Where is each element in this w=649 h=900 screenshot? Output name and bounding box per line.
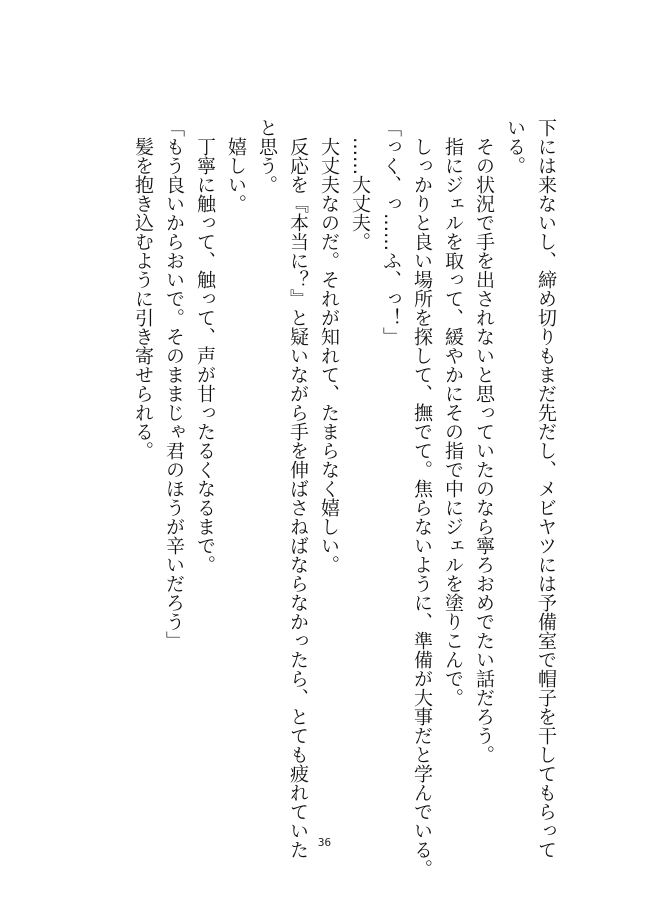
text-line: 髪を抱き込むように引き寄せられる。	[132, 118, 154, 460]
text-line: 「もう良いからおいで。そのままじゃ君のほうが辛いだろう」	[163, 118, 185, 650]
text-line: その状況で手を出されないと思っていたのなら寧ろおめでたい話だろう。	[473, 118, 495, 764]
text-line: いる。	[504, 118, 526, 175]
text-line: と思う。	[256, 118, 278, 194]
text-line: 「っく、っ……ふ、っ！」	[380, 118, 402, 346]
text-line: 丁寧に触って、触って、声が甘ったるくなるまで。	[194, 118, 216, 574]
page-number: 36	[317, 836, 332, 849]
text-line: 指にジェルを取って、緩やかにその指で中にジェルを塗りこんで。	[442, 118, 464, 707]
text-line: 反応を『本当に？』と疑いながら手を伸ばさねばならなかったら、とても疲れていた	[287, 118, 309, 859]
text-line: 下には来ないし、締め切りもまだ先だし、メビヤツには予備室で帽子を干してもらって	[535, 118, 557, 859]
text-line: ……大丈夫。	[349, 118, 371, 251]
text-line: 大丈夫なのだ。それが知れて、たまらなく嬉しい。	[318, 118, 340, 574]
text-line: 嬉しい。	[225, 118, 247, 213]
text-line: しっかりと良い場所を探して、撫でて。焦らないように、準備が大事だと学んでいる。	[411, 118, 433, 878]
